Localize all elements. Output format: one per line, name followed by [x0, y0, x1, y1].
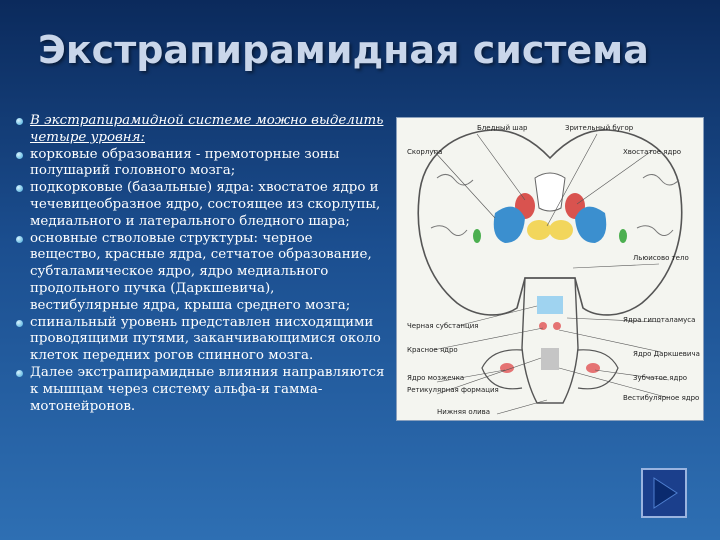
label-roof-nucleus: Ядро мозжечка [407, 374, 465, 382]
label-olive: Зубчатое ядро [633, 374, 688, 382]
label-red-nucleus: Красное ядро [407, 346, 458, 354]
bullet-item [14, 113, 386, 147]
bullet-item: подкорковые (базальные) ядра: хвостатое ядро и чечевицеобразное ядро, состоящее из скорлупы, медиального и латерального бледного шара; [14, 180, 386, 230]
label-lower-olive: Нижняя олива [437, 408, 491, 416]
bullet-item: корковые образования - премоторные зоны полушарий головного мозга; [14, 147, 386, 181]
bullet-list [14, 113, 386, 415]
label-reticular: Ретикулярная формация [407, 386, 499, 394]
next-slide-button[interactable] [641, 468, 687, 518]
label-thalamus: Зрительный бугор [565, 124, 634, 132]
label-corpus-luysi: Льюисово тело [633, 254, 689, 262]
reticular-shape [541, 348, 559, 370]
label-darkshevich: Ядро Даркшевича [633, 350, 700, 358]
label-vestibular: Вестибулярное ядро [623, 394, 700, 402]
lentiform-right-shape [575, 207, 606, 243]
thalamus-left-shape [527, 220, 551, 240]
label-substantia-nigra: Черная субстанция [407, 322, 479, 330]
label-caudate: Хвостатое ядро [623, 148, 682, 156]
substantia-nigra-shape [537, 296, 563, 314]
putamen-right-shape [619, 229, 627, 243]
label-putamen: Скорлупа [407, 148, 443, 156]
label-pale-ball: Бледный шар [477, 124, 528, 132]
slide-title: Экстрапирамидная система [38, 28, 649, 72]
cerebellar-nucleus-shape [586, 363, 600, 373]
ventricle [535, 173, 565, 211]
brain-diagram [396, 117, 704, 421]
putamen-left-shape [473, 229, 481, 243]
bullet-item: Далее экстрапирамидные влияния направляются к мышцам через систему альфа-и гамма-мотонейронов. [14, 365, 386, 415]
bullet-item: спинальный уровень представлен нисходящими проводящими путями, заканчивающимися около клеток передних рогов спинного мозга. [14, 315, 386, 365]
lentiform-left-shape [494, 207, 525, 243]
thalamus-right-shape [549, 220, 573, 240]
red-nucleus-shape [553, 322, 561, 330]
bullet-item: основные стволовые структуры: черное вещество, красные ядра, сетчатое образование, субталамическое ядро, ядро медиального продольного пучка (Даркшевича), вестибулярные ядра, крыша среднего мозга; [14, 231, 386, 315]
label-hypothalamus: Ядра гипоталамуса [623, 316, 696, 324]
bullet-intro-text: В экстрапирамидной системе можно выделить четыре уровня: [30, 113, 384, 145]
triangle-play-icon [643, 470, 685, 516]
